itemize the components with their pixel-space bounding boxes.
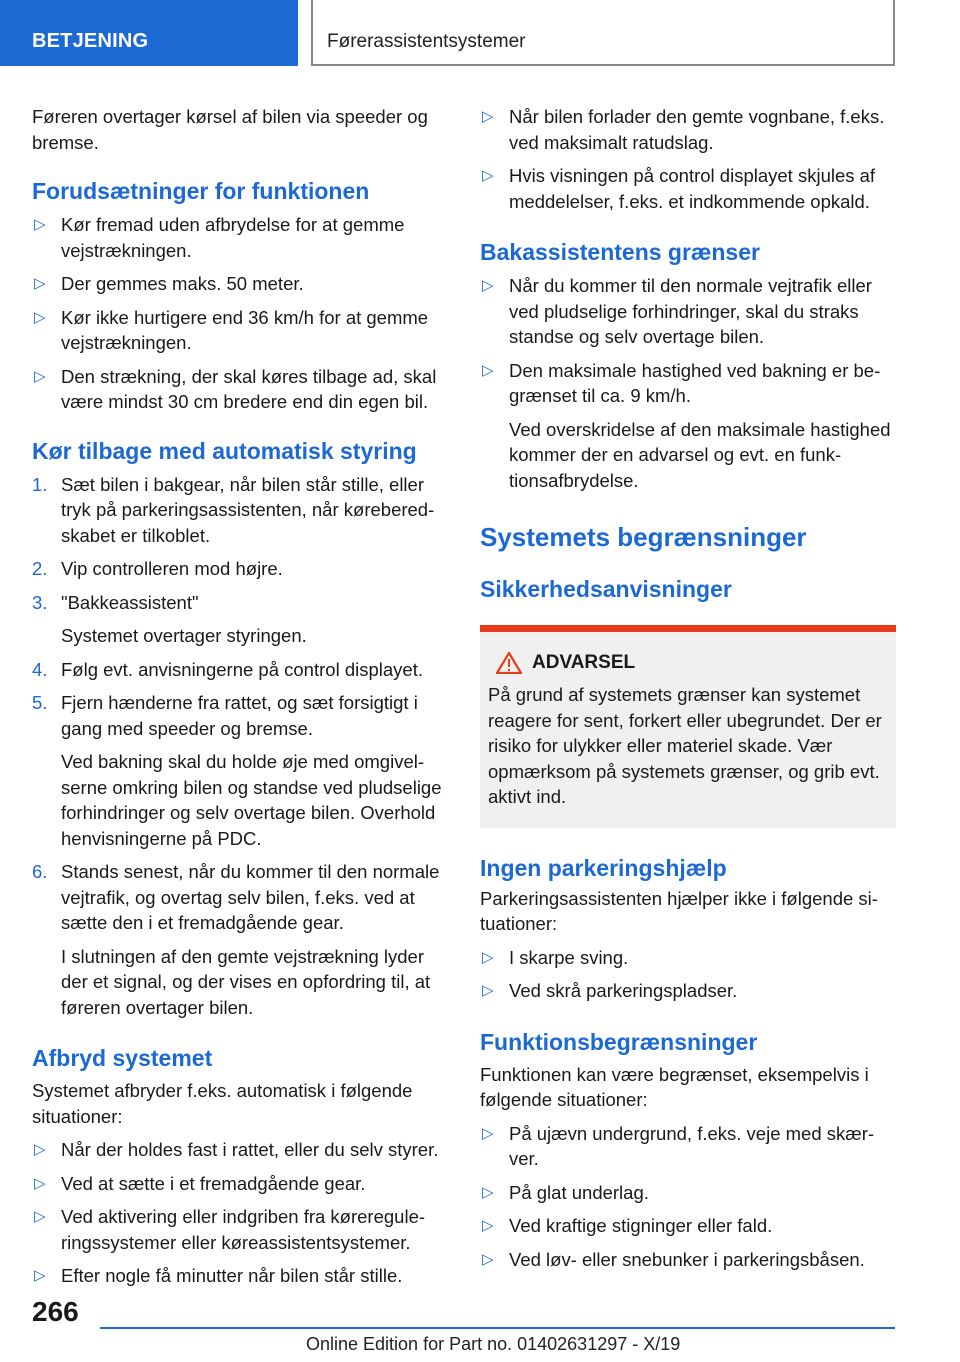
section-title: BETJENING [32, 30, 149, 52]
section-tab [0, 0, 298, 66]
triangle-bullet-icon: ▷ [34, 1267, 46, 1284]
triangle-bullet-icon: ▷ [482, 1250, 494, 1268]
step-item: 3. "Bakkeassistent" Systemet overtager styringen. [32, 590, 448, 649]
warning-box [480, 625, 896, 828]
footer-edition: Online Edition for Part no. 01402631297 - X/19 [306, 1334, 681, 1354]
footer-divider [100, 1327, 895, 1329]
list-item: ▷ Ved skrå parkeringspladser. [480, 978, 896, 1004]
list-item: ▷ Når bilen forlader den gemte vognbane, f.eks. ved maksimalt ratudslag. [482, 106, 885, 153]
step-item: 2. Vip controlleren mod højre. [32, 558, 283, 579]
step-note: Ved bakning skal du holde øje med omgivelserne omkring bilen og standse ved pludselige forhindringer og selv overtage bilen. Overhold henvisningerne på PDC. [61, 751, 442, 849]
heading-forudsaetninger: Forudsætninger for funktionen [32, 178, 370, 204]
triangle-bullet-icon: ▷ [34, 367, 46, 385]
list-item: ▷ I skarpe sving. [480, 945, 896, 971]
heading-ingen-parkering: Ingen parkeringshjælp [480, 854, 727, 881]
list-item: ▷ Efter nogle få minutter når bilen står stille. [32, 1263, 448, 1289]
page-header [0, 0, 960, 66]
triangle-bullet-icon: ▷ [34, 308, 46, 326]
ingen-intro: Parkeringsassistenten hjælper ikke i følgende situationer: [480, 887, 878, 934]
list-item: ▷ Den strækning, der skal køres tilbage ad, skal være mindst 30 cm bredere end din egen bil. [34, 365, 437, 412]
chapter-title: Førerassistentsystemer [327, 31, 526, 52]
list-item: ▷ Den maksimale hastighed ved bakning er begrænset til ca. 9 km/h. Ved overskridelse af den maksimale hastighed kommer der en advarsel og evt. en funktionsafbrydelse. [480, 358, 896, 494]
triangle-bullet-icon: ▷ [482, 277, 494, 294]
left-column [32, 104, 448, 1289]
heading-systemets: Systemets begrænsninger [480, 522, 807, 552]
triangle-bullet-icon: ▷ [34, 1141, 46, 1158]
step-note: Systemet overtager styringen. [61, 625, 307, 646]
step-item: 4. Følg evt. anvisningerne på control displayet. [32, 658, 423, 680]
step-item: 6. Stands senest, når du kommer til den normale vejtrafik, og overtag selv bilen, f.eks. ved at sætte den i et fremadgående gear. I slutningen af den gemte vejstrækning lyder der et signal, og der vises en opfordring til, at føreren overtager bilen. [32, 859, 448, 1020]
list-item: ▷ Ved aktivering eller indgriben fra kørereguleringssystemer eller køreassistentsystemer. [34, 1206, 426, 1253]
list-item: ▷ Kør ikke hurtigere end 36 km/h for at gemme vejstrækningen. [34, 306, 429, 353]
item-note: Ved overskridelse af den maksimale hastighed kommer der en advarsel og evt. en funktionsafbrydelse. [509, 418, 891, 491]
heading-bakassistent: Bakassistentens grænser [480, 239, 760, 265]
list-item: ▷ Ved kraftige stigninger eller fald. [480, 1213, 896, 1239]
page-number: 266 [32, 1296, 79, 1327]
list-funk [480, 1121, 896, 1273]
list-item: ▷ Hvis visningen på control displayet skjules af meddelelser, f.eks. et indkommende opkald. [482, 165, 876, 212]
list-ingen [480, 945, 896, 1004]
list-item: ▷ Når du kommer til den normale vejtrafik eller ved pludselige forhindringer, skal du straks standse og selv overtage bilen. [482, 275, 872, 347]
heading-afbryd: Afbryd systemet [32, 1045, 213, 1071]
warning-triangle-icon [496, 652, 522, 674]
triangle-bullet-icon: ▷ [482, 982, 494, 999]
list-item: ▷ Der gemmes maks. 50 meter. [32, 271, 448, 297]
list-item: ▷ Kør fremad uden afbrydelse for at gemme vejstrækningen. [34, 214, 405, 261]
triangle-bullet-icon: ▷ [482, 1124, 494, 1142]
step-item: 1. Sæt bilen i bakgear, når bilen står stille, eller tryk på parkeringsassistenten, når køreberedskabet er tilkoblet. [32, 473, 435, 546]
triangle-bullet-icon: ▷ [482, 1217, 494, 1234]
list-item: ▷ På glat underlag. [480, 1180, 896, 1206]
intro-text: Føreren overtager kørsel af bilen via speeder og bremse. [32, 106, 428, 153]
funk-intro: Funktionen kan være begrænset, eksempelvis i følgende situationer: [480, 1063, 869, 1110]
list-continued [480, 104, 896, 214]
triangle-bullet-icon: ▷ [482, 108, 494, 125]
triangle-bullet-icon: ▷ [34, 1174, 46, 1192]
heading-sikkerhed: Sikkerhedsanvisninger [480, 576, 732, 602]
list-bakassistent [480, 273, 896, 493]
triangle-bullet-icon: ▷ [34, 216, 46, 233]
step-item: 5. Fjern hænderne fra rattet, og sæt forsigtigt i gang med speeder og bremse. Ved bakning skal du holde øje med omgivelserne omkring bilen og standse ved pludselige forhindringer og selv overtage bilen. Overhold henvisningerne på PDC. [32, 690, 448, 851]
list-item: ▷ Ved løv- eller snebunker i parkeringsbåsen. [480, 1247, 896, 1273]
list-item: ▷ Ved at sætte i et fremadgående gear. [32, 1171, 448, 1197]
triangle-bullet-icon: ▷ [34, 275, 46, 292]
triangle-bullet-icon: ▷ [482, 1183, 494, 1201]
triangle-bullet-icon: ▷ [482, 361, 494, 379]
triangle-bullet-icon: ▷ [482, 948, 494, 966]
right-column [480, 104, 896, 1272]
triangle-bullet-icon: ▷ [482, 167, 494, 184]
warning-title: ADVARSEL [488, 650, 896, 676]
heading-funktionsbegraensninger: Funktionsbegrænsninger [480, 1028, 758, 1055]
step-note: I slutningen af den gemte vejstrækning lyder der et signal, og der vises en opfordring til, at føreren overtager bilen. [61, 945, 431, 1018]
list-forudsaetninger [32, 212, 448, 415]
list-afbryd [32, 1137, 448, 1289]
heading-koer-tilbage: Kør tilbage med automatisk styring [32, 437, 417, 464]
list-item: ▷ Når der holdes fast i rattet, eller du selv styrer. [32, 1137, 448, 1163]
steps-list [32, 472, 448, 1021]
list-item: ▷ På ujævn undergrund, f.eks. veje med skærver. [482, 1122, 875, 1169]
afbryd-intro: Systemet afbryder f.eks. automatisk i følgende situationer: [32, 1080, 413, 1127]
warning-text: På grund af systemets grænser kan systemet reagere for sent, forkert eller ubegrundet. Der er risiko for ulykker eller materiel skade. Vær opmærksom på systemets grænser, og grib evt. aktivt ind. [488, 684, 882, 807]
chapter-box [311, 0, 895, 66]
triangle-bullet-icon: ▷ [34, 1208, 46, 1225]
